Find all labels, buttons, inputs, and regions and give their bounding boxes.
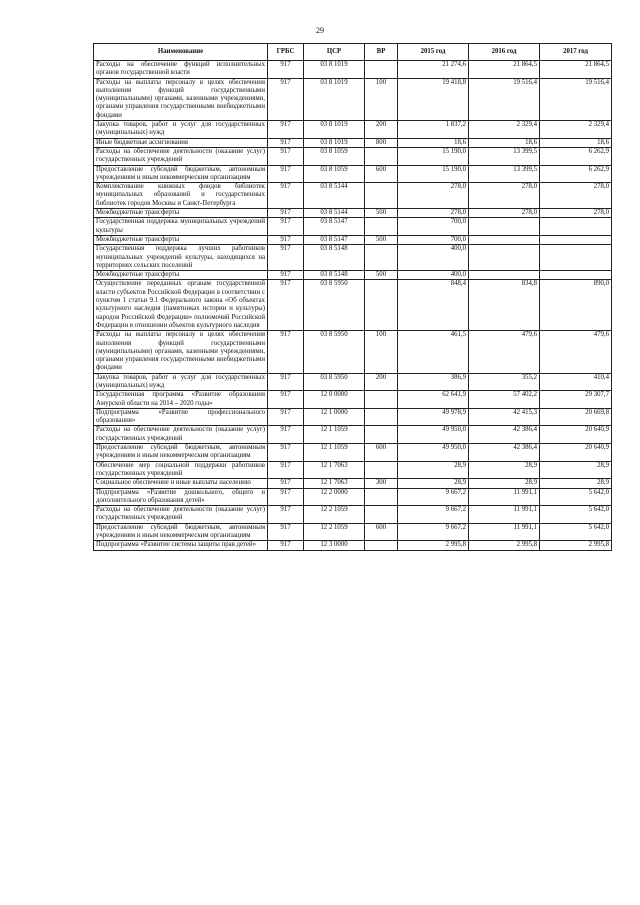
table-header <box>94 44 612 61</box>
cell-csr: 03 8 1019 <box>304 138 365 147</box>
cell-2017: 5 642,0 <box>540 488 612 506</box>
cell-2016: 278,0 <box>469 183 540 209</box>
cell-2016: 11 991,1 <box>469 506 540 524</box>
cell-2016: 11 991,1 <box>469 523 540 541</box>
cell-name: Осуществление переданных органам государственной власти субъектов Российской Федерации в соответствии с пунктом 1 статьи 9.1 Федерального закона «Об объектах культурного наследия (памятниках истории и культуры) народов Российской Федерации» полномочий Российской Федерации в отношении объектов культурного наследия <box>94 280 268 331</box>
cell-vr <box>365 218 398 236</box>
cell-name: Предоставление субсидий бюджетным, автономным учреждениям и иным некоммерческим организациям <box>94 165 268 183</box>
cell-2015: 62 641,9 <box>398 391 469 409</box>
cell-2015: 9 667,2 <box>398 523 469 541</box>
cell-vr <box>365 183 398 209</box>
cell-name: Закупка товаров, работ и услуг для государственных (муниципальных) нужд <box>94 121 268 139</box>
cell-2017 <box>540 235 612 244</box>
cell-csr: 12 1 1059 <box>304 426 365 444</box>
cell-name: Предоставление субсидий бюджетным, автономным учреждениям и иным некоммерческим организациям <box>94 523 268 541</box>
cell-name: Межбюджетные трансферты <box>94 235 268 244</box>
cell-2017 <box>540 271 612 280</box>
cell-2016: 18,6 <box>469 138 540 147</box>
cell-vr: 800 <box>365 138 398 147</box>
table-row <box>94 541 612 550</box>
budget-table <box>93 43 612 551</box>
cell-2016: 479,6 <box>469 331 540 373</box>
cell-vr: 100 <box>365 78 398 120</box>
cell-2016: 278,0 <box>469 209 540 218</box>
cell-name: Подпрограмма «Развитие системы защиты прав детей» <box>94 541 268 550</box>
cell-2017: 6 262,9 <box>540 147 612 165</box>
cell-2017: 19 516,4 <box>540 78 612 120</box>
cell-2016: 57 402,2 <box>469 391 540 409</box>
table-body <box>94 61 612 551</box>
cell-name: Расходы на обеспечение деятельности (оказание услуг) государственных учреждений <box>94 426 268 444</box>
cell-2015: 15 190,0 <box>398 147 469 165</box>
cell-2015: 28,9 <box>398 461 469 479</box>
cell-grbs: 917 <box>268 218 304 236</box>
cell-csr: 03 8 5148 <box>304 271 365 280</box>
cell-csr: 03 8 5147 <box>304 218 365 236</box>
cell-vr: 600 <box>365 165 398 183</box>
cell-grbs: 917 <box>268 506 304 524</box>
cell-vr: 200 <box>365 373 398 391</box>
cell-2016: 11 991,1 <box>469 488 540 506</box>
cell-grbs: 917 <box>268 245 304 271</box>
table-row <box>94 479 612 488</box>
cell-2016 <box>469 235 540 244</box>
cell-2016: 42 386,4 <box>469 444 540 462</box>
cell-vr <box>365 488 398 506</box>
cell-2017: 20 640,9 <box>540 444 612 462</box>
table-row <box>94 245 612 271</box>
cell-2015: 49 978,9 <box>398 408 469 426</box>
cell-2015: 278,0 <box>398 209 469 218</box>
table-row <box>94 426 612 444</box>
cell-name: Предоставление субсидий бюджетным, автономным учреждениям и иным некоммерческим организациям <box>94 444 268 462</box>
cell-name: Социальное обеспечение и иные выплаты населению <box>94 479 268 488</box>
cell-vr: 600 <box>365 523 398 541</box>
cell-grbs: 917 <box>268 61 304 79</box>
cell-vr: 600 <box>365 444 398 462</box>
cell-grbs: 917 <box>268 183 304 209</box>
cell-name: Обеспечение мер социальной поддержки работников государственных учреждений <box>94 461 268 479</box>
table-row <box>94 138 612 147</box>
cell-vr <box>365 280 398 331</box>
cell-grbs: 917 <box>268 479 304 488</box>
cell-csr: 12 2 0000 <box>304 488 365 506</box>
cell-2015: 278,0 <box>398 183 469 209</box>
cell-name: Подпрограмма «Развитие дошкольного, общего и дополнительного образования детей» <box>94 488 268 506</box>
cell-2017 <box>540 218 612 236</box>
cell-grbs: 917 <box>268 391 304 409</box>
cell-2015: 700,0 <box>398 218 469 236</box>
table-row <box>94 391 612 409</box>
table-row <box>94 121 612 139</box>
table-row <box>94 444 612 462</box>
cell-name: Государственная поддержка лучших работников муниципальных учреждений культуры, находящихся на территориях сельских поселений <box>94 245 268 271</box>
table-row <box>94 461 612 479</box>
table-row <box>94 331 612 373</box>
cell-grbs: 917 <box>268 121 304 139</box>
cell-2015: 848,4 <box>398 280 469 331</box>
table-row <box>94 523 612 541</box>
cell-2017: 21 864,5 <box>540 61 612 79</box>
table-row <box>94 78 612 120</box>
header-name: Наименование <box>94 44 268 61</box>
table-row <box>94 506 612 524</box>
cell-grbs: 917 <box>268 78 304 120</box>
cell-2017: 5 642,0 <box>540 506 612 524</box>
table-row <box>94 373 612 391</box>
cell-2017: 5 642,0 <box>540 523 612 541</box>
cell-2017: 18,6 <box>540 138 612 147</box>
cell-grbs: 917 <box>268 444 304 462</box>
cell-2016: 2 329,4 <box>469 121 540 139</box>
cell-grbs: 917 <box>268 138 304 147</box>
cell-vr <box>365 506 398 524</box>
header-grbs: ГРБС <box>268 44 304 61</box>
cell-2015: 9 667,2 <box>398 506 469 524</box>
header-vr: ВР <box>365 44 398 61</box>
cell-vr <box>365 391 398 409</box>
cell-2016: 13 399,5 <box>469 147 540 165</box>
cell-csr: 12 0 0000 <box>304 391 365 409</box>
cell-grbs: 917 <box>268 271 304 280</box>
cell-csr: 03 8 5950 <box>304 331 365 373</box>
cell-grbs: 917 <box>268 147 304 165</box>
cell-grbs: 917 <box>268 408 304 426</box>
cell-vr: 200 <box>365 121 398 139</box>
cell-grbs: 917 <box>268 541 304 550</box>
cell-2017 <box>540 245 612 271</box>
table-row <box>94 235 612 244</box>
cell-2015: 21 274,6 <box>398 61 469 79</box>
cell-vr: 300 <box>365 479 398 488</box>
cell-2015: 461,5 <box>398 331 469 373</box>
cell-vr <box>365 147 398 165</box>
cell-2017: 278,0 <box>540 183 612 209</box>
cell-vr <box>365 408 398 426</box>
cell-2015: 386,9 <box>398 373 469 391</box>
cell-name: Расходы на обеспечение функций исполнительных органов государственной власти <box>94 61 268 79</box>
cell-2017: 2 329,4 <box>540 121 612 139</box>
header-2015: 2015 год <box>398 44 469 61</box>
cell-csr: 03 8 5147 <box>304 235 365 244</box>
cell-name: Подпрограмма «Развитие профессионального образования» <box>94 408 268 426</box>
cell-vr <box>365 61 398 79</box>
cell-grbs: 917 <box>268 235 304 244</box>
cell-name: Межбюджетные трансферты <box>94 271 268 280</box>
cell-grbs: 917 <box>268 165 304 183</box>
table-row <box>94 209 612 218</box>
table-row <box>94 218 612 236</box>
cell-2016 <box>469 245 540 271</box>
cell-csr: 12 1 1059 <box>304 444 365 462</box>
cell-csr: 03 8 1019 <box>304 78 365 120</box>
cell-2016: 834,8 <box>469 280 540 331</box>
cell-grbs: 917 <box>268 461 304 479</box>
table-row <box>94 280 612 331</box>
cell-vr <box>365 426 398 444</box>
table-row <box>94 408 612 426</box>
header-2016: 2016 год <box>469 44 540 61</box>
cell-2017: 278,0 <box>540 209 612 218</box>
cell-2016: 2 995,8 <box>469 541 540 550</box>
cell-name: Закупка товаров, работ и услуг для государственных (муниципальных) нужд <box>94 373 268 391</box>
cell-name: Комплектование книжных фондов библиотек муниципальных образований и государственных библиотек городов Москвы и Санкт-Петербурга <box>94 183 268 209</box>
cell-csr: 03 8 1019 <box>304 121 365 139</box>
cell-2015: 49 950,0 <box>398 426 469 444</box>
cell-grbs: 917 <box>268 488 304 506</box>
cell-csr: 12 2 1059 <box>304 523 365 541</box>
cell-csr: 12 1 7063 <box>304 479 365 488</box>
table-row <box>94 488 612 506</box>
cell-csr: 03 8 5148 <box>304 245 365 271</box>
cell-csr: 03 8 1059 <box>304 165 365 183</box>
cell-grbs: 917 <box>268 523 304 541</box>
cell-2015: 15 190,0 <box>398 165 469 183</box>
cell-2016: 19 516,4 <box>469 78 540 120</box>
cell-2015: 18,6 <box>398 138 469 147</box>
cell-vr <box>365 461 398 479</box>
cell-csr: 03 8 1059 <box>304 147 365 165</box>
cell-name: Государственная поддержка муниципальных учреждений культуры <box>94 218 268 236</box>
cell-name: Иные бюджетные ассигнования <box>94 138 268 147</box>
cell-2016: 28,9 <box>469 479 540 488</box>
cell-csr: 03 8 1019 <box>304 61 365 79</box>
cell-csr: 03 8 5144 <box>304 183 365 209</box>
header-csr: ЦСР <box>304 44 365 61</box>
cell-name: Расходы на обеспечение деятельности (оказание услуг) государственных учреждений <box>94 506 268 524</box>
cell-vr <box>365 245 398 271</box>
cell-2015: 1 837,2 <box>398 121 469 139</box>
cell-grbs: 917 <box>268 331 304 373</box>
cell-2016: 21 864,5 <box>469 61 540 79</box>
cell-2015: 400,0 <box>398 245 469 271</box>
cell-2015: 700,0 <box>398 235 469 244</box>
cell-grbs: 917 <box>268 280 304 331</box>
cell-csr: 12 2 1059 <box>304 506 365 524</box>
page-number: 29 <box>316 26 324 35</box>
cell-2017: 29 307,7 <box>540 391 612 409</box>
header-2017: 2017 год <box>540 44 612 61</box>
cell-2017: 20 640,9 <box>540 426 612 444</box>
cell-2017: 2 995,8 <box>540 541 612 550</box>
table-row <box>94 165 612 183</box>
table-row <box>94 183 612 209</box>
cell-grbs: 917 <box>268 426 304 444</box>
cell-2017: 410,4 <box>540 373 612 391</box>
cell-2016: 13 399,5 <box>469 165 540 183</box>
cell-csr: 12 1 0000 <box>304 408 365 426</box>
cell-2017: 6 262,9 <box>540 165 612 183</box>
cell-2016: 42 386,4 <box>469 426 540 444</box>
cell-2017: 20 669,8 <box>540 408 612 426</box>
cell-vr: 100 <box>365 331 398 373</box>
cell-2016 <box>469 271 540 280</box>
cell-2016: 42 415,3 <box>469 408 540 426</box>
cell-2017: 28,9 <box>540 461 612 479</box>
cell-2016: 28,9 <box>469 461 540 479</box>
cell-csr: 12 3 0000 <box>304 541 365 550</box>
cell-2016 <box>469 218 540 236</box>
cell-name: Государственная программа «Развитие образования Амурской области на 2014 – 2020 годы» <box>94 391 268 409</box>
cell-vr <box>365 541 398 550</box>
table-row <box>94 147 612 165</box>
cell-2017: 479,6 <box>540 331 612 373</box>
table-row <box>94 61 612 79</box>
cell-csr: 12 1 7063 <box>304 461 365 479</box>
cell-csr: 03 8 5950 <box>304 373 365 391</box>
cell-2017: 890,0 <box>540 280 612 331</box>
table-row <box>94 271 612 280</box>
cell-vr: 500 <box>365 271 398 280</box>
cell-2015: 2 995,8 <box>398 541 469 550</box>
cell-2016: 355,2 <box>469 373 540 391</box>
cell-name: Расходы на выплаты персоналу в целях обеспечения выполнения функций государственными (муниципальными) органами, казенными учреждениями, органами управления государственными внебюджетными фондами <box>94 331 268 373</box>
cell-name: Расходы на выплаты персоналу в целях обеспечения выполнения функций государственными (муниципальными) органами, казенными учреждениями, органами управления государственными внебюджетными фондами <box>94 78 268 120</box>
cell-2017: 28,9 <box>540 479 612 488</box>
cell-name: Расходы на обеспечение деятельности (оказание услуг) государственных учреждений <box>94 147 268 165</box>
cell-2015: 400,0 <box>398 271 469 280</box>
cell-vr: 500 <box>365 235 398 244</box>
cell-name: Межбюджетные трансферты <box>94 209 268 218</box>
cell-grbs: 917 <box>268 209 304 218</box>
cell-vr: 500 <box>365 209 398 218</box>
cell-grbs: 917 <box>268 373 304 391</box>
cell-2015: 19 418,8 <box>398 78 469 120</box>
cell-2015: 28,9 <box>398 479 469 488</box>
cell-2015: 49 950,0 <box>398 444 469 462</box>
cell-csr: 03 8 5144 <box>304 209 365 218</box>
cell-2015: 9 667,2 <box>398 488 469 506</box>
cell-csr: 03 8 5950 <box>304 280 365 331</box>
